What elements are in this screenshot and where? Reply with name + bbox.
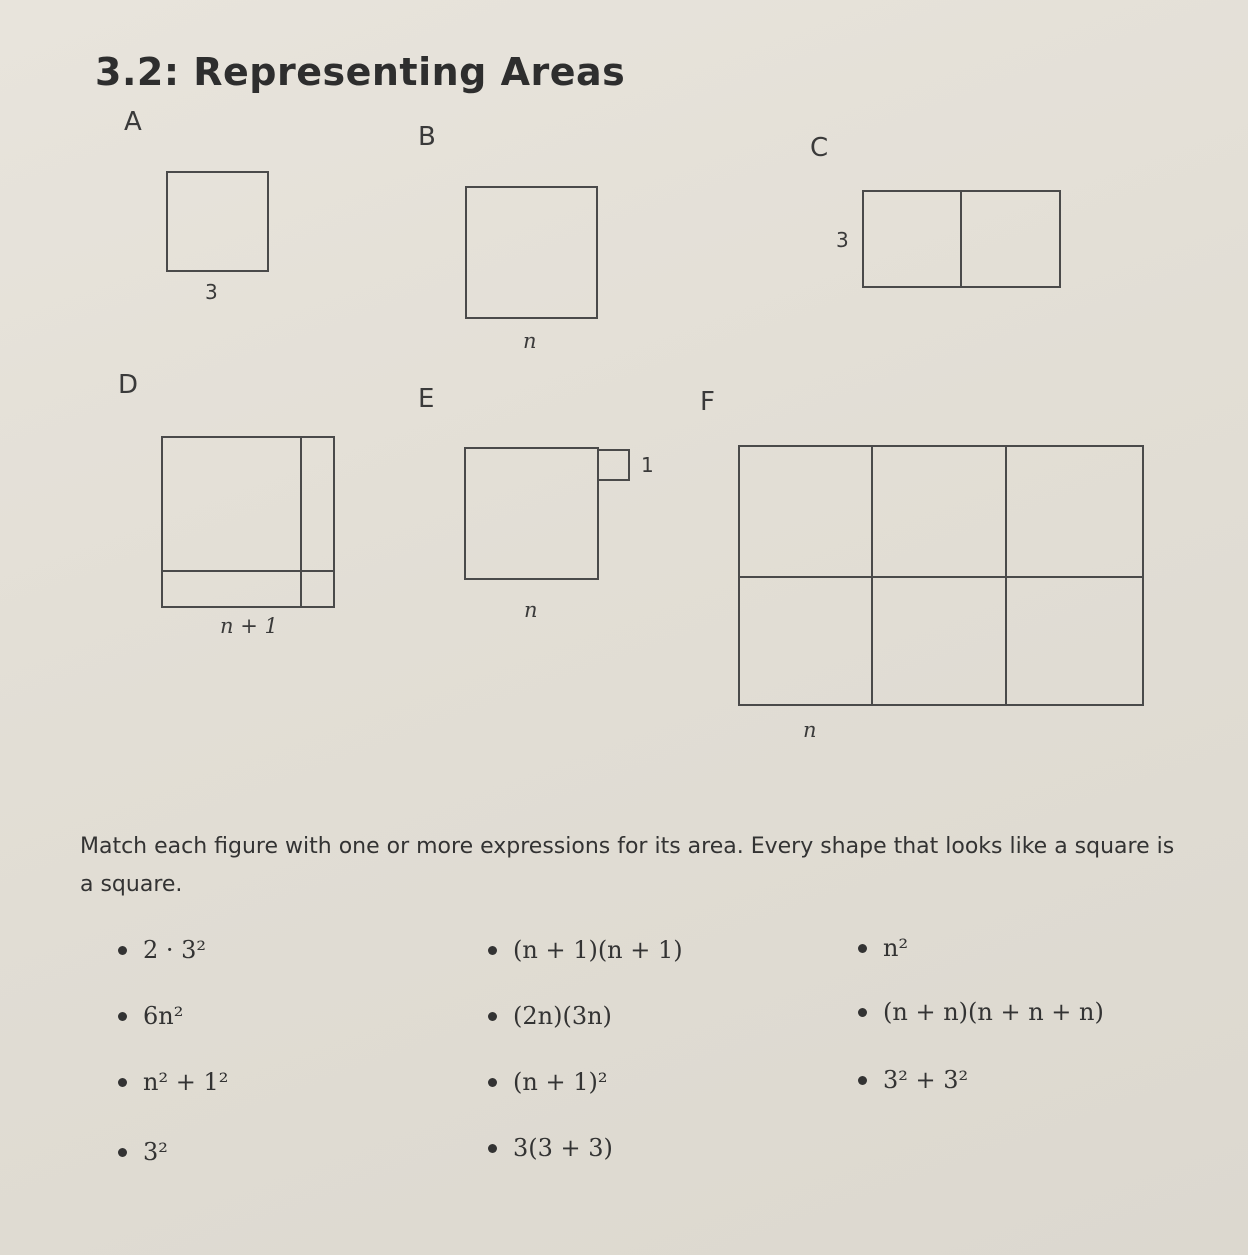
expression-text: n² [883, 934, 909, 962]
bullet-icon [488, 946, 497, 955]
figure-b-square [465, 186, 598, 319]
expression-text: 3(3 + 3) [513, 1134, 613, 1162]
figure-a-letter: A [124, 107, 142, 137]
figure-d-letter: D [118, 370, 139, 400]
figure-e-letter: E [418, 384, 435, 414]
expression-text: 3² + 3² [883, 1066, 969, 1094]
expression-text: 2 · 3² [143, 936, 207, 964]
bullet-icon [858, 944, 867, 953]
expression-item[interactable] [488, 1134, 613, 1162]
bullet-icon [118, 1148, 127, 1157]
figure-d-vertical-divider [300, 436, 302, 608]
bullet-icon [488, 1144, 497, 1153]
figure-b-side-label: n [523, 329, 537, 353]
figure-c-letter: C [810, 133, 829, 163]
figure-e-small-square [597, 449, 630, 481]
bullet-icon [858, 1076, 867, 1085]
expression-item[interactable] [488, 936, 683, 964]
bullet-icon [858, 1008, 867, 1017]
bullet-icon [118, 1078, 127, 1087]
figure-d-square [161, 436, 335, 608]
figure-a-side-label: 3 [205, 280, 218, 304]
figure-b-letter: B [418, 122, 436, 152]
expression-item[interactable] [118, 1068, 228, 1096]
expression-text: 3² [143, 1138, 168, 1166]
page-title: 3.2: Representing Areas [95, 50, 626, 94]
figure-e-large-square [464, 447, 599, 580]
bullet-icon [118, 946, 127, 955]
expression-item[interactable] [118, 1002, 183, 1030]
expression-item[interactable] [488, 1068, 607, 1096]
expression-item[interactable] [858, 934, 908, 962]
bullet-icon [488, 1078, 497, 1087]
figure-e-small-label: 1 [641, 453, 654, 477]
expression-item[interactable] [118, 936, 206, 964]
figure-f-letter: F [700, 387, 715, 417]
expression-text: (2n)(3n) [513, 1002, 612, 1030]
figure-e-side-label: n [524, 598, 538, 622]
expression-text: (n + 1)² [513, 1068, 608, 1096]
bullet-icon [118, 1012, 127, 1021]
figure-c-divider [960, 190, 962, 288]
expression-item[interactable] [858, 1066, 968, 1094]
instructions-text: Match each figure with one or more expressions for its area. Every shape that looks like a square is a square. [80, 834, 1175, 897]
figure-d-horizontal-divider [161, 570, 335, 572]
expression-text: 6n² [143, 1002, 184, 1030]
figure-a-square [166, 171, 269, 272]
figure-f-horizontal-divider [738, 576, 1144, 578]
expression-text: (n + n)(n + n + n) [883, 998, 1104, 1026]
figure-c-side-label: 3 [836, 228, 849, 252]
expression-item[interactable] [858, 998, 1104, 1026]
figure-d-side-label: n + 1 [220, 614, 278, 638]
expression-item[interactable] [118, 1138, 168, 1166]
bullet-icon [488, 1012, 497, 1021]
expression-text: n² + 1² [143, 1068, 229, 1096]
figure-f-side-label: n [803, 718, 817, 742]
expression-text: (n + 1)(n + 1) [513, 936, 683, 964]
expression-item[interactable] [488, 1002, 612, 1030]
